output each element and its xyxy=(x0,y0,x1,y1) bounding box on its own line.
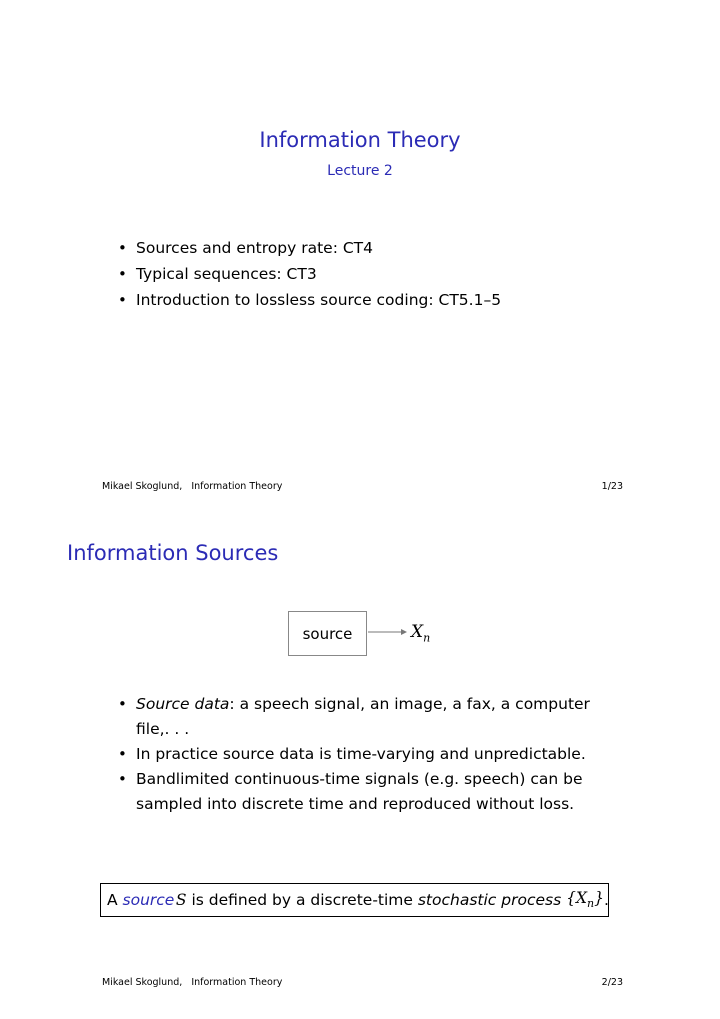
footer-author: Mikael Skoglund, Information Theory xyxy=(102,977,283,988)
process-notation: $\{X_n\}$ xyxy=(566,889,604,911)
definition-emphasis: stochastic process xyxy=(417,891,562,909)
emphasis-text: Source data xyxy=(136,695,230,713)
content-list xyxy=(118,692,608,817)
definition-box: A source S is defined by a discrete-time stochastic process $\{X_n\}$ . xyxy=(100,883,609,917)
source-block-label: source xyxy=(302,624,353,643)
presentation-title: Information Theory xyxy=(259,128,461,152)
list-item: • Source data: a speech signal, an image, a fax, a computer file,. . . xyxy=(118,692,608,742)
list-item: • Introduction to lossless source coding: CT5.1–5 xyxy=(118,287,638,313)
source-symbol: S xyxy=(175,891,187,909)
definition-term: source xyxy=(122,891,175,909)
page-number: 1/23 xyxy=(601,481,623,492)
source-block xyxy=(288,611,367,656)
frame-title: Information Sources xyxy=(67,541,279,565)
slide-2 xyxy=(0,510,720,1019)
footer-author: Mikael Skoglund, Information Theory xyxy=(102,481,283,492)
page-number: 2/23 xyxy=(601,977,623,988)
arrow-icon xyxy=(368,622,408,642)
list-item: • Sources and entropy rate: CT4 xyxy=(118,235,638,261)
outline-list xyxy=(118,235,638,313)
list-item: • Typical sequences: CT3 xyxy=(118,261,638,287)
list-item: • In practice source data is time-varying and unpredictable. xyxy=(118,742,608,767)
output-variable: $X_n$ xyxy=(411,622,431,645)
list-item: • Bandlimited continuous-time signals (e.g. speech) can be sampled into discrete time and reproduced without loss. xyxy=(118,767,608,817)
slide-1 xyxy=(0,0,720,509)
lecture-subtitle: Lecture 2 xyxy=(327,163,393,179)
